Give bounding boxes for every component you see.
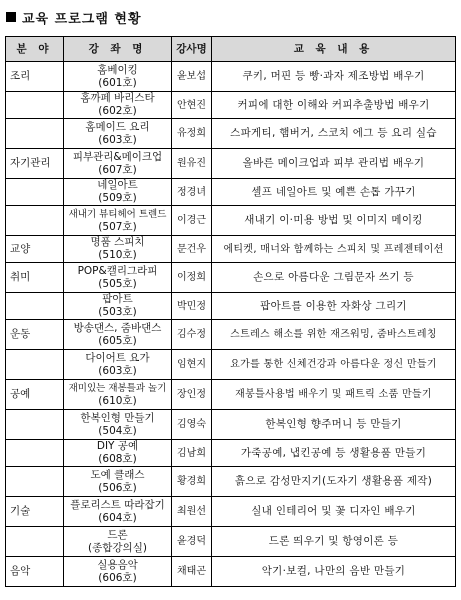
course-cell (64, 320, 172, 350)
table-row (6, 380, 456, 410)
page-title: 교육 프로그램 현황 (22, 11, 142, 27)
category-cell: 운동 (6, 320, 64, 350)
category-cell: 공예 (6, 380, 64, 410)
course-room: (504호) (98, 424, 137, 437)
teacher-cell: 박민정 (172, 293, 212, 320)
category-cell (6, 119, 64, 149)
course-name: 새내기 뷰티헤어 트렌드 (68, 208, 167, 220)
course-room: (603호) (98, 364, 137, 377)
category-cell (6, 410, 64, 440)
teacher-cell: 윤경덕 (172, 527, 212, 557)
content-cell: 스파게티, 햄버거, 스코치 에그 등 요리 실습 (212, 119, 456, 149)
course-name: 홈베이킹 (97, 63, 138, 76)
content-cell: 실내 인테리어 및 꽃 디자인 배우기 (212, 497, 456, 527)
program-table (5, 36, 456, 587)
course-cell (64, 467, 172, 497)
course-cell (64, 92, 172, 119)
course-room: (507호) (98, 220, 137, 233)
content-cell: 커피에 대한 이해와 커피추출방법 배우기 (212, 92, 456, 119)
header-teacher: 강사명 (172, 37, 212, 62)
course-name: 팝아트 (102, 293, 133, 305)
teacher-cell: 안현진 (172, 92, 212, 119)
course-name: 한복인형 만들기 (80, 411, 155, 424)
course-cell (64, 440, 172, 467)
content-cell: 요가를 통한 신체건강과 아름다운 정신 만들기 (212, 350, 456, 380)
course-room: (601호) (98, 76, 137, 89)
course-room: (604호) (98, 511, 137, 524)
course-cell (64, 263, 172, 293)
teacher-cell: 김수정 (172, 320, 212, 350)
table-row (6, 206, 456, 236)
content-cell: 흙으로 감성만지기(도자기 생활용품 제작) (212, 467, 456, 497)
table-row (6, 467, 456, 497)
teacher-cell: 채태곤 (172, 557, 212, 587)
category-cell (6, 293, 64, 320)
course-name: 홈까페 바리스타 (80, 92, 155, 104)
category-cell: 음악 (6, 557, 64, 587)
course-name: 피부관리&메이크업 (72, 150, 163, 163)
course-room: (510호) (98, 249, 137, 261)
course-name: 네일아트 (97, 179, 138, 191)
category-cell: 조리 (6, 62, 64, 92)
table-row (6, 263, 456, 293)
course-name: 플로리스트 따라잡기 (70, 498, 165, 511)
category-cell (6, 179, 64, 206)
teacher-cell: 이정희 (172, 263, 212, 293)
table-row (6, 119, 456, 149)
category-cell: 자기관리 (6, 149, 64, 179)
teacher-cell: 김남희 (172, 440, 212, 467)
course-name: POP&캘리그라피 (77, 264, 158, 277)
course-room: (606호) (98, 571, 137, 584)
table-row (6, 410, 456, 440)
course-cell (64, 149, 172, 179)
teacher-cell: 황경희 (172, 467, 212, 497)
course-name: DIY 공예 (96, 440, 139, 452)
content-cell: 에티켓, 매너와 함께하는 스피치 및 프레젠테이션 (212, 236, 456, 263)
course-cell (64, 206, 172, 236)
content-cell: 악기·보컬, 나만의 음반 만들기 (212, 557, 456, 587)
course-name: 재미있는 재봉틀과 놀기 (68, 382, 167, 394)
course-room: (602호) (98, 105, 137, 117)
header-category: 분 야 (6, 37, 64, 62)
teacher-cell: 이경근 (172, 206, 212, 236)
table-row (6, 236, 456, 263)
category-cell (6, 350, 64, 380)
course-room: (505호) (98, 277, 137, 290)
course-room: (506호) (98, 481, 137, 494)
header-content: 교 육 내 용 (212, 37, 456, 62)
teacher-cell: 최원선 (172, 497, 212, 527)
category-cell: 기술 (6, 497, 64, 527)
course-room: (607호) (98, 163, 137, 176)
category-cell (6, 92, 64, 119)
table-row (6, 149, 456, 179)
teacher-cell: 임현지 (172, 350, 212, 380)
table-row (6, 179, 456, 206)
page-heading (6, 4, 142, 30)
content-cell: 재봉틀사용법 배우기 및 패트릭 소품 만들기 (212, 380, 456, 410)
category-cell (6, 467, 64, 497)
course-name: 드론 (107, 528, 128, 541)
teacher-cell: 원유진 (172, 149, 212, 179)
content-cell: 팝아트를 이용한 자화상 그리기 (212, 293, 456, 320)
table-row (6, 527, 456, 557)
course-cell (64, 236, 172, 263)
course-cell (64, 179, 172, 206)
course-name: 방송댄스, 줌바댄스 (73, 321, 162, 334)
course-cell (64, 497, 172, 527)
course-cell (64, 62, 172, 92)
table-row (6, 62, 456, 92)
course-name: 홈메이드 요리 (85, 120, 150, 133)
content-cell: 셀프 네일아트 및 예쁜 손톱 가꾸기 (212, 179, 456, 206)
teacher-cell: 문건우 (172, 236, 212, 263)
table-row (6, 92, 456, 119)
course-name: 도예 클래스 (90, 468, 145, 481)
table-row (6, 320, 456, 350)
course-name: 다이어트 요가 (85, 351, 150, 364)
course-cell (64, 410, 172, 440)
course-room: (509호) (98, 192, 137, 204)
course-cell (64, 557, 172, 587)
course-cell (64, 527, 172, 557)
square-bullet-icon (6, 12, 16, 22)
teacher-cell: 김영숙 (172, 410, 212, 440)
course-room: (610호) (98, 394, 137, 407)
course-room: (608호) (98, 453, 137, 465)
course-cell (64, 293, 172, 320)
content-cell: 가죽공예, 냅킨공예 등 생활용품 만들기 (212, 440, 456, 467)
content-cell: 올바른 메이크업과 피부 관리법 배우기 (212, 149, 456, 179)
course-cell (64, 350, 172, 380)
category-cell (6, 527, 64, 557)
course-cell (64, 380, 172, 410)
course-cell (64, 119, 172, 149)
content-cell: 쿠키, 머핀 등 빵·과자 제조방법 배우기 (212, 62, 456, 92)
teacher-cell: 장인정 (172, 380, 212, 410)
header-course: 강 좌 명 (64, 37, 172, 62)
content-cell: 손으로 아름다운 그림문자 쓰기 등 (212, 263, 456, 293)
content-cell: 드론 띄우기 및 항영이론 등 (212, 527, 456, 557)
course-room: (503호) (98, 306, 137, 318)
table-header-row (6, 37, 456, 62)
content-cell: 스트레스 해소를 위한 재즈워밍, 줌바스트레칭 (212, 320, 456, 350)
course-room: (603호) (98, 133, 137, 146)
table-row (6, 557, 456, 587)
content-cell: 새내기 이·미용 방법 및 이미지 메이킹 (212, 206, 456, 236)
teacher-cell: 유정희 (172, 119, 212, 149)
table-row (6, 293, 456, 320)
category-cell: 취미 (6, 263, 64, 293)
category-cell (6, 440, 64, 467)
table-row (6, 350, 456, 380)
course-room: (605호) (98, 334, 137, 347)
category-cell: 교양 (6, 236, 64, 263)
teacher-cell: 윤보섭 (172, 62, 212, 92)
course-name: 실용음악 (97, 558, 138, 571)
course-name: 명품 스피치 (90, 236, 145, 248)
table-row (6, 497, 456, 527)
teacher-cell: 정경녀 (172, 179, 212, 206)
category-cell (6, 206, 64, 236)
course-room: (종합강의실) (88, 541, 147, 554)
content-cell: 한복인형 향주머니 등 만들기 (212, 410, 456, 440)
table-row (6, 440, 456, 467)
